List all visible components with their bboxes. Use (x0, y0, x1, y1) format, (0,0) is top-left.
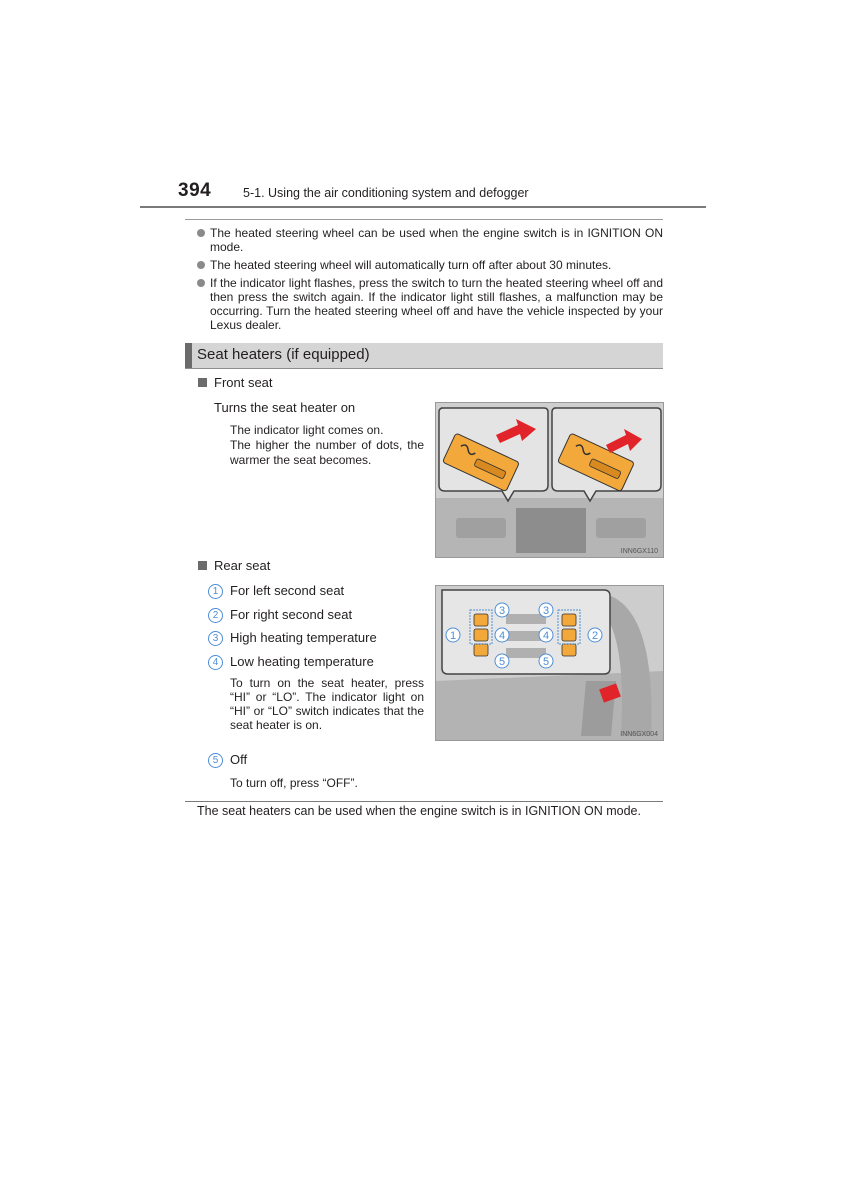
front-image-code: INN6GX110 (620, 548, 658, 555)
front-seat-switch-image (436, 403, 663, 557)
front-seat-note: The indicator light comes on. The higher the number of dots, the warmer the seat becomes. (230, 423, 424, 467)
header-rule (140, 206, 706, 208)
rear-image-code: INN6GX004 (620, 731, 658, 738)
section-title: 5-1. Using the air conditioning system and defogger (243, 186, 529, 200)
rear-seat-switch-image (436, 586, 663, 740)
rear-seat-illustration (435, 585, 664, 741)
top-rule (185, 219, 663, 220)
callout-number-icon: 3 (208, 631, 223, 646)
front-seat-heading: Front seat (198, 375, 273, 390)
list-item: The heated steering wheel can be used when the engine switch is in IGNITION ON mode. (197, 226, 663, 254)
svg-text:4: 4 (498, 630, 506, 642)
svg-text:2: 2 (591, 630, 599, 642)
section-heading: Seat heaters (if equipped) (197, 346, 370, 363)
bullet-icon (197, 279, 205, 287)
bullet-list (197, 226, 663, 336)
callout-number-icon: 1 (208, 584, 223, 599)
front-seat-description: Turns the seat heater on (214, 400, 356, 415)
rear-item-1: 1 For left second seat (208, 583, 344, 599)
bullet-icon (197, 261, 205, 269)
footnote: The seat heaters can be used when the engine switch is in IGNITION ON mode. (197, 804, 641, 818)
rear-item-5: 5 Off (208, 752, 247, 768)
front-seat-illustration (435, 402, 664, 558)
rear-seat-heading: Rear seat (198, 558, 270, 573)
callout-number-icon: 2 (208, 608, 223, 623)
svg-text:1: 1 (449, 630, 457, 642)
square-bullet-icon (198, 378, 207, 387)
rear-item-4: 4 Low heating temperature (208, 654, 374, 670)
bottom-rule (185, 801, 663, 802)
off-note: To turn off, press “OFF”. (230, 776, 358, 790)
rear-item-3: 3 High heating temperature (208, 630, 377, 646)
bullet-icon (197, 229, 205, 237)
rear-seat-note: To turn on the seat heater, press “HI” or “LO”. The indicator light on “HI” or “LO” switch indicates that the seat heater is on. (230, 676, 424, 732)
square-bullet-icon (198, 561, 207, 570)
svg-text:5: 5 (498, 656, 506, 668)
svg-text:4: 4 (542, 630, 550, 642)
svg-text:5: 5 (542, 656, 550, 668)
list-item: If the indicator light flashes, press the switch to turn the heated steering wheel off and then press the switch again. If the indicator light still flashes, a malfunction may be occurring. Turn the heated steering wheel off and have the vehicle inspected by your Lexus dealer. (197, 276, 663, 332)
svg-text:3: 3 (498, 605, 506, 617)
section-heading-band (185, 343, 663, 369)
list-item: The heated steering wheel will automatically turn off after about 30 minutes. (197, 258, 663, 272)
band-accent (185, 343, 192, 368)
svg-text:3: 3 (542, 605, 550, 617)
callout-number-icon: 5 (208, 753, 223, 768)
rear-item-2: 2 For right second seat (208, 607, 352, 623)
page-number: 394 (178, 180, 212, 201)
callout-number-icon: 4 (208, 655, 223, 670)
